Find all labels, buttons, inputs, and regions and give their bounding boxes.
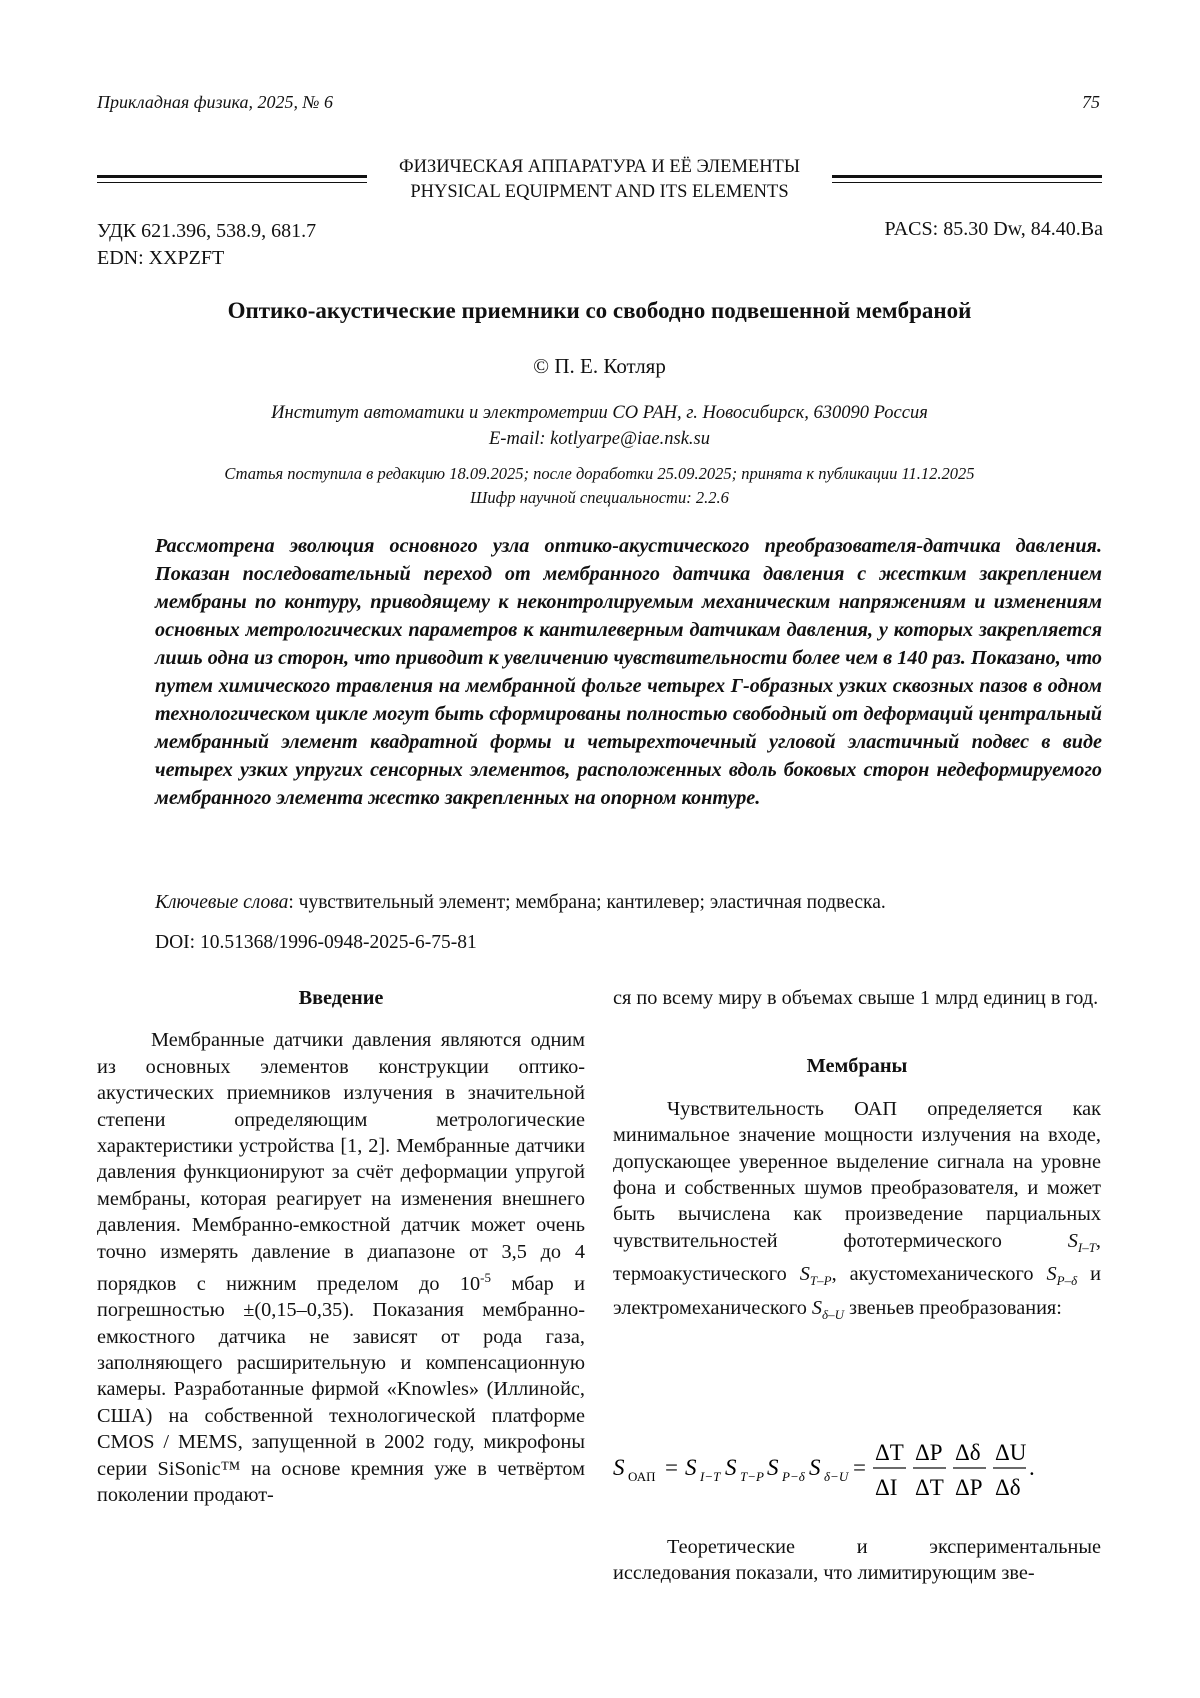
fraction-2-numerator: ΔP — [915, 1440, 943, 1465]
author-email[interactable]: E-mail: kotlyarpe@iae.nsk.su — [489, 429, 710, 449]
membranes-text-e: звеньев преобразования: — [843, 1296, 1062, 1319]
section-title — [97, 155, 1102, 205]
intro-text-b: мбар и погрешностью ±(0,15–0,35). Показания мембранно-емкостного датчика не зависят от рода газа, заполняющего расширительную и компенсационную камеры. Разработанные фирмой «Knowles» (Иллинойс, США) на собственной технологической платформе CMOS / MEMS, запущенной в 2002 году, микрофоны серии SiSonic™ на основе кремния уже в четвёртом поколении продают- — [97, 1272, 585, 1507]
left-column — [97, 985, 585, 1508]
journal-running-title: Прикладная физика, 2025, № 6 — [97, 92, 333, 112]
symbol-s-tp: S — [799, 1263, 810, 1286]
specialty-code: Шифр научной специальности: 2.2.6 — [470, 488, 729, 507]
symbol-s-du: S — [811, 1296, 823, 1319]
formula-lhs: S — [613, 1455, 625, 1480]
edn-code: EDN: XXPZFT — [97, 247, 225, 269]
affiliation-block — [97, 400, 1102, 452]
fraction-1-denominator: ΔI — [875, 1475, 898, 1500]
fraction-4-numerator: ΔU — [995, 1440, 1027, 1465]
fraction-4-denominator: Δδ — [995, 1475, 1021, 1500]
symbol-s-tp-sub: T–P — [809, 1273, 832, 1289]
membranes-paragraph — [613, 1096, 1101, 1328]
heading-introduction: Введение — [298, 987, 384, 1009]
membranes-text-c: , акустомеханического — [831, 1263, 1047, 1286]
membranes-text-b: , термоакустического — [613, 1229, 1101, 1286]
doi[interactable]: DOI: 10.51368/1996-0948-2025-6-75-81 — [155, 932, 477, 953]
right-column — [613, 985, 1101, 1328]
affiliation: Институт автоматики и электрометрии СО РАН, г. Новосибирск, 630090 Россия — [271, 403, 928, 423]
dates-block — [97, 462, 1102, 510]
formula-term-1: S — [685, 1455, 697, 1480]
sensitivity-formula — [613, 1433, 1101, 1503]
symbol-s-pd-sub: P–δ — [1056, 1273, 1078, 1289]
fraction-3 — [953, 1440, 986, 1500]
continuation-text: ся по всему миру в объемах свыше 1 млрд единиц в год. — [613, 987, 1099, 1009]
formula-equals: = — [665, 1455, 678, 1480]
formula-equals-2: = — [853, 1455, 866, 1480]
formula-period: . — [1029, 1455, 1035, 1480]
section-title-en: PHYSICAL EQUIPMENT AND ITS ELEMENTS — [410, 182, 789, 202]
keywords — [155, 892, 1102, 914]
heading-membranes: Мембраны — [806, 1055, 908, 1078]
symbol-s-it-sub: I–T — [1077, 1239, 1096, 1255]
article-title: Оптико-акустические приемники со свободно подвешенной мембраной — [227, 298, 972, 323]
membranes-text-d: и электромеханического — [613, 1263, 1101, 1319]
symbol-s-du-sub: δ–U — [822, 1306, 844, 1322]
fraction-1-numerator: ΔT — [875, 1440, 904, 1465]
fraction-2 — [913, 1440, 946, 1500]
right-column-after-formula — [613, 1534, 1101, 1587]
formula-term-3-sub: P−δ — [782, 1469, 805, 1484]
formula-term-3: S — [767, 1455, 779, 1480]
fraction-3-denominator: ΔP — [955, 1475, 983, 1500]
intro-text-a: Мембранные датчики давления являются одним из основных элементов конструкции оптико-акустических приемников излучения в значительной степени определяющим метрологические характеристики устройства [1, 2]. Мембранные датчики давления функционируют за счёт деформации упругой мембраны, которая реагирует на изменения внешнего давления. Мембранно-емкостной датчик может очень точно измерять давление в диапазоне от 3,5 до 4 порядков с нижним пределом до 10 — [97, 1029, 585, 1295]
abstract: Рассмотрена эволюция основного узла оптико-акустического преобразователя-датчика давления. Показан последовательный переход от мембранного датчика давления с жестким закреплением мембраны по контуру, приводящему к неконтролируемым механическим напряжениям и изменениям основных метрологических параметров к кантилеверным датчикам давления, у которых закрепляется лишь одна из сторон, что приводит к увеличению чувствительности более чем в 140 раз. Показано, что путем химического травления на мембранной фольге четырех Г-образных узких сквозных пазов в одном технологическом цикле могут быть сформированы полностью свободный от деформаций центральный мембранный элемент квадратной формы и четырехточечный угловой эластичный подвес в виде четырех узких упругих сенсорных элементов, расположенных вдоль боковых сторон недеформируемого мембранного элемента жестко закрепленных на опорном контуре. — [155, 535, 1102, 809]
section-title-ru: ФИЗИЧЕСКАЯ АППАРАТУРА И ЕЁ ЭЛЕМЕНТЫ — [399, 157, 800, 177]
theory-paragraph: Теоретические и экспериментальные исследования показали, что лимитирующим зве- — [613, 1536, 1101, 1585]
fraction-2-denominator: ΔT — [915, 1475, 944, 1500]
intro-exponent: -5 — [480, 1270, 492, 1286]
article-author: © П. Е. Котляр — [533, 354, 666, 378]
formula-term-4: S — [809, 1455, 821, 1480]
intro-paragraph — [97, 1027, 585, 1508]
classification-codes — [97, 218, 316, 272]
keywords-label: Ключевые слова — [155, 892, 289, 913]
fraction-1 — [873, 1440, 906, 1500]
keywords-text: : чувствительный элемент; мембрана; кантилевер; эластичная подвеска. — [288, 892, 886, 913]
formula-lhs-sub: ОАП — [628, 1469, 656, 1484]
formula-term-1-sub: I−T — [700, 1469, 721, 1484]
formula-term-2: S — [725, 1455, 737, 1480]
symbol-s-it: S — [1067, 1229, 1078, 1252]
fraction-3-numerator: Δδ — [955, 1440, 981, 1465]
symbol-s-pd: S — [1046, 1263, 1057, 1286]
section-band — [97, 155, 1102, 207]
fraction-4 — [993, 1440, 1027, 1500]
udk-code: УДК 621.396, 538.9, 681.7 — [97, 220, 317, 242]
pacs-code: PACS: 85.30 Dw, 84.40.Ba — [884, 218, 1103, 240]
submission-dates: Статья поступила в редакцию 18.09.2025; после доработки 25.09.2025; принята к публикации 11.12.2025 — [224, 464, 975, 483]
formula-term-4-sub: δ−U — [824, 1469, 849, 1484]
page-number: 75 — [1082, 92, 1100, 112]
formula-term-2-sub: T−P — [740, 1469, 764, 1484]
membranes-text-a: Чувствительность ОАП определяется как минимальное значение мощности излучения на входе, допускающее уверенное выделение сигнала на уровне фона и собственных шумов преобразователя, и может быть вычислена как произведение парциальных чувствительностей фототермического — [613, 1097, 1101, 1252]
